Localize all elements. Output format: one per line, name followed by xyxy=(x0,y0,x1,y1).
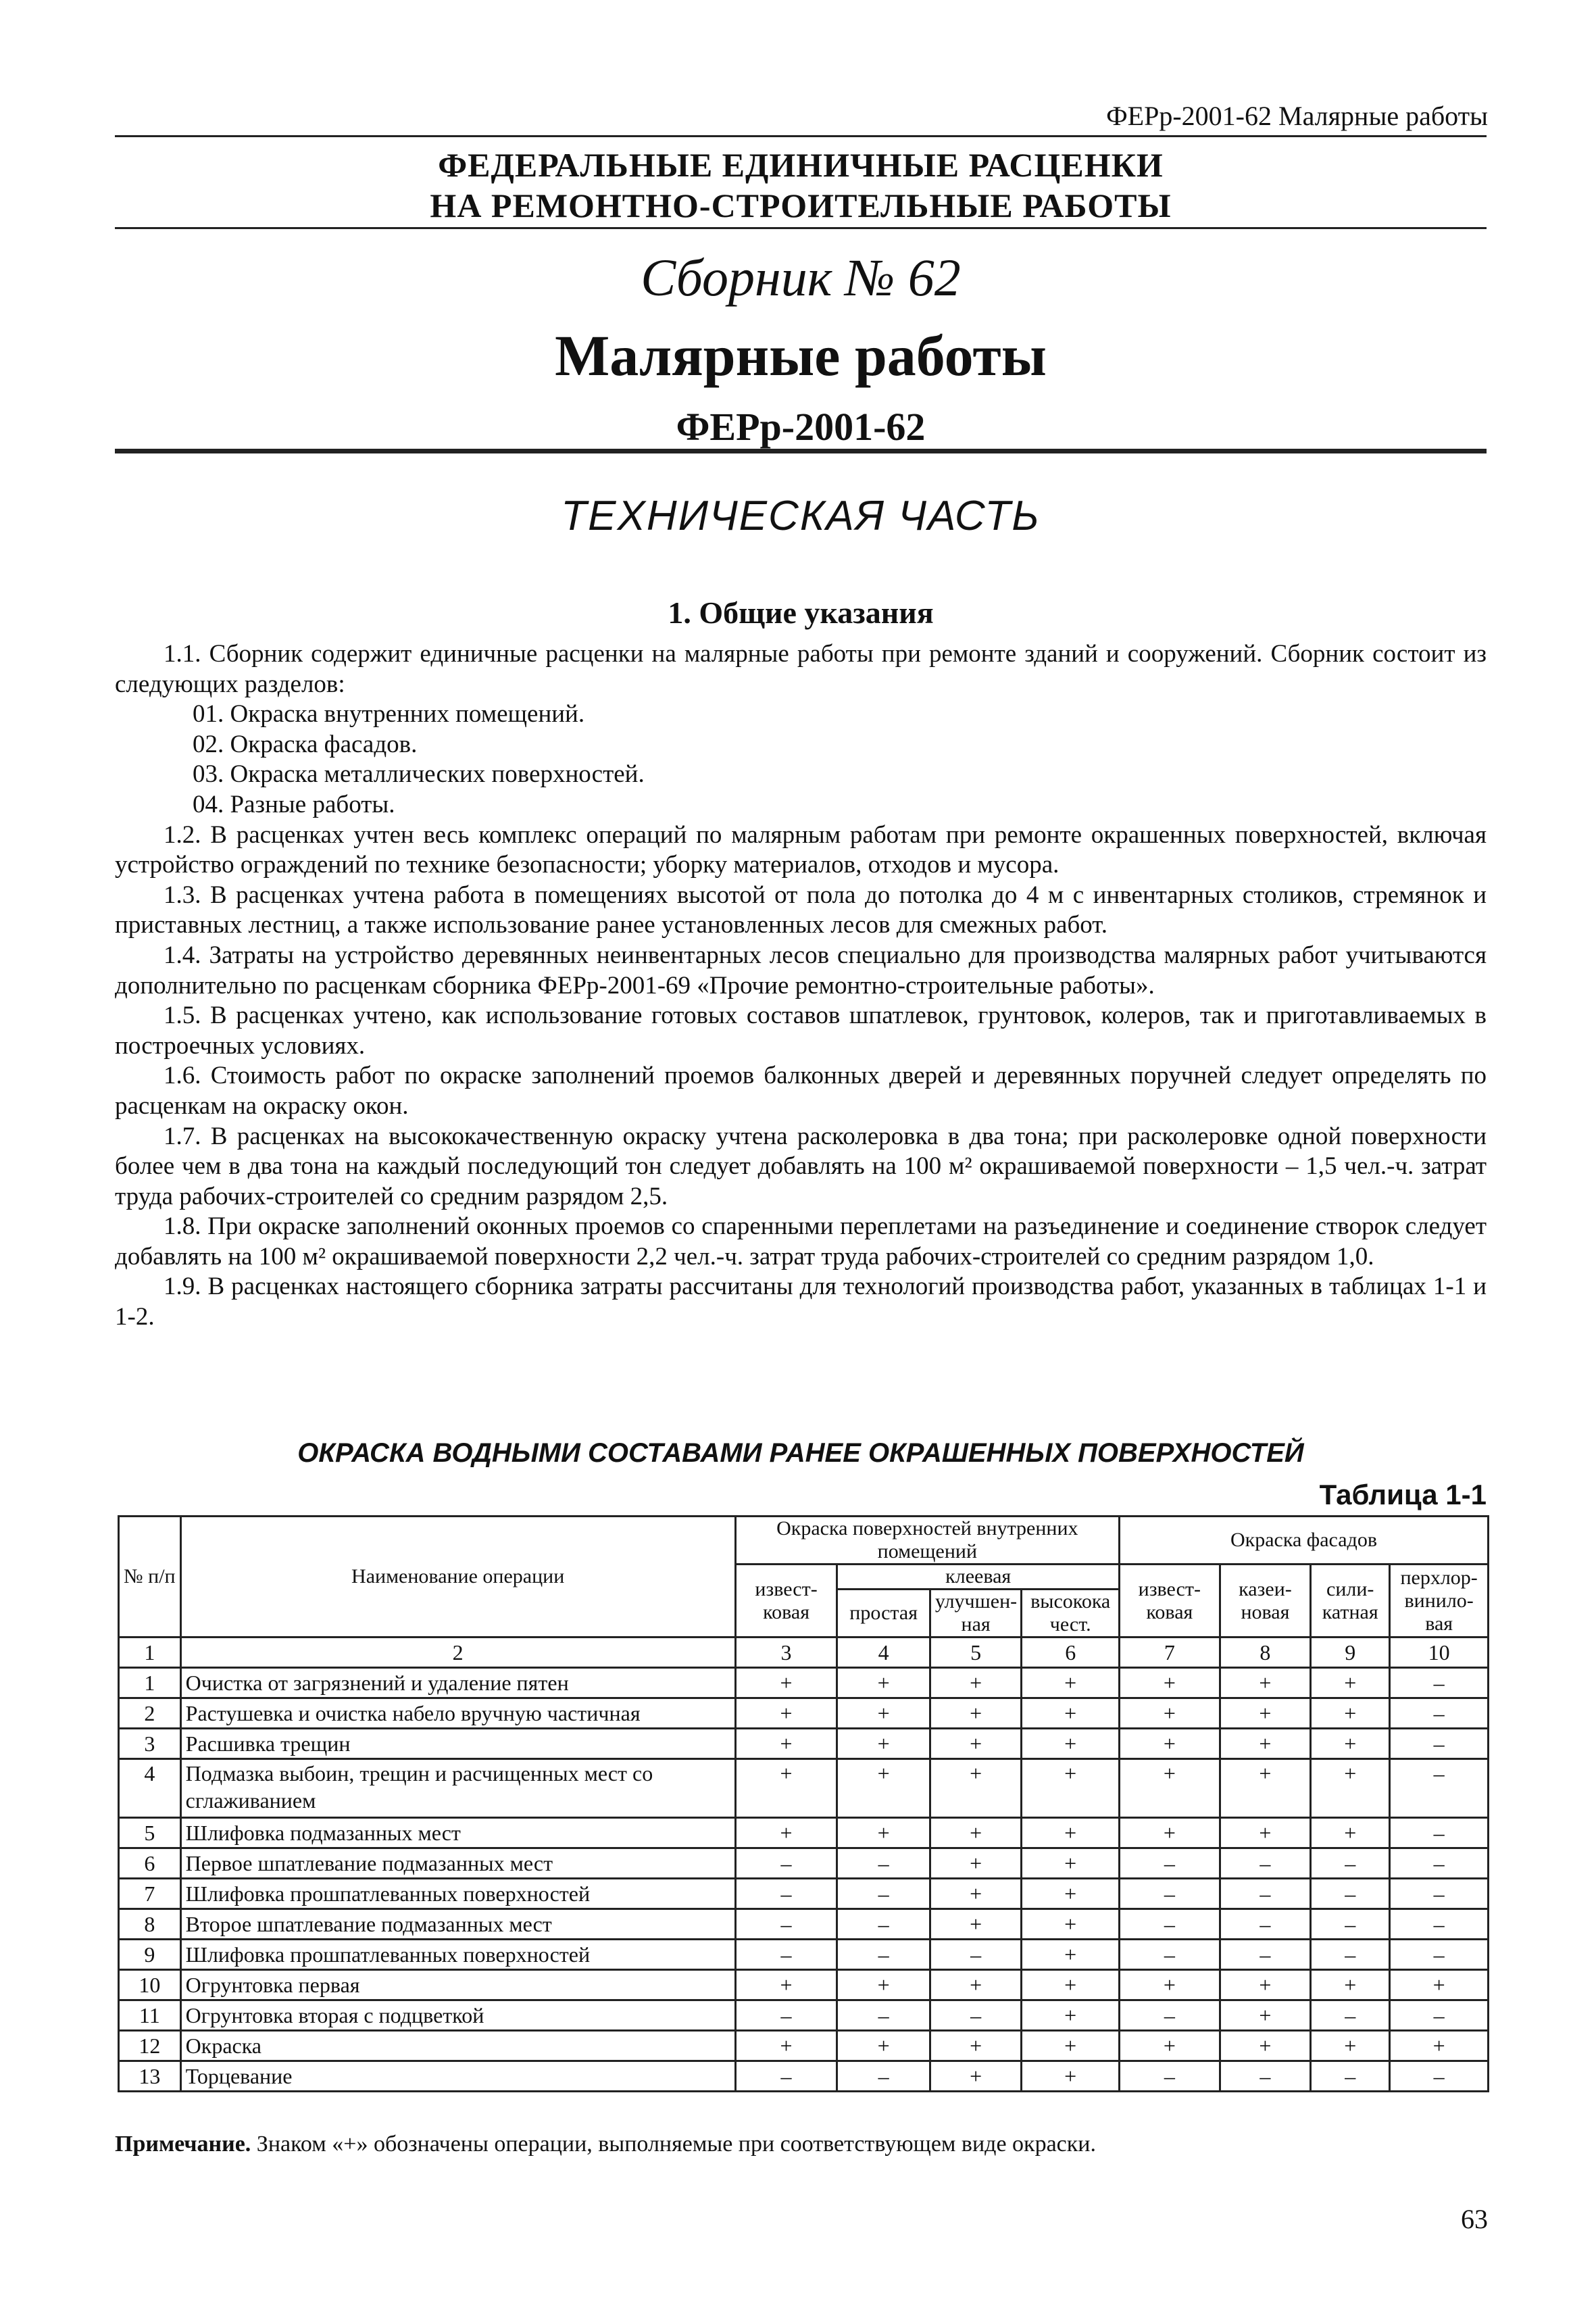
operation-mark: – xyxy=(735,1940,837,1970)
operation-name: Шлифовка прошпатлеванных поверхностей xyxy=(180,1940,735,1970)
operation-mark: + xyxy=(1390,2031,1489,2061)
page-number: 63 xyxy=(1461,2204,1488,2234)
operation-mark: + xyxy=(837,1818,930,1848)
operation-mark: + xyxy=(930,1759,1021,1818)
operation-mark: – xyxy=(1390,1879,1489,1909)
operation-mark: + xyxy=(1220,1729,1310,1759)
operation-mark: – xyxy=(1390,1698,1489,1729)
operation-mark: – xyxy=(1311,1848,1390,1879)
column-number: 6 xyxy=(1022,1638,1120,1668)
operation-mark: – xyxy=(1120,1909,1220,1940)
operation-name: Первое шпатлевание подмазанных мест xyxy=(180,1848,735,1879)
table-row xyxy=(119,1698,1489,1729)
paragraph: 1.4. Затраты на устройство деревянных неинвентарных лесов специально для производства малярных работ учитываются дополнительно по расценкам сборника ФЕРр-2001-69 «Прочие ремонтно-строительные работы». xyxy=(115,941,1487,1000)
operation-mark: + xyxy=(1220,1970,1310,2000)
operation-mark: – xyxy=(837,1909,930,1940)
row-number: 6 xyxy=(119,1848,181,1879)
operation-mark: – xyxy=(1311,2061,1390,2092)
operation-mark: + xyxy=(735,1668,837,1698)
operation-mark: + xyxy=(1120,1668,1220,1698)
note-label: Примечание. xyxy=(115,2132,251,2157)
table-row xyxy=(119,1759,1489,1818)
operation-name: Очистка от загрязнений и удаление пятен xyxy=(180,1668,735,1698)
operation-mark: – xyxy=(930,1940,1021,1970)
general-provisions xyxy=(115,639,1487,1333)
table-row xyxy=(119,1909,1489,1940)
operation-mark: + xyxy=(837,1698,930,1729)
operation-mark: + xyxy=(1311,1698,1390,1729)
operation-mark: + xyxy=(735,2031,837,2061)
header-lime-facade: извест-ковая xyxy=(1120,1565,1220,1638)
operations-table xyxy=(118,1515,1489,2092)
operation-name: Второе шпатлевание подмазанных мест xyxy=(180,1909,735,1940)
table-row xyxy=(119,1818,1489,1848)
header-operation-name: Наименование операции xyxy=(180,1517,735,1638)
operations-body xyxy=(119,1668,1489,2092)
operation-name: Окраска xyxy=(180,2031,735,2061)
operation-mark: + xyxy=(930,2061,1021,2092)
row-number: 5 xyxy=(119,1818,181,1848)
operation-mark: – xyxy=(1390,1909,1489,1940)
main-title-line-2: НА РЕМОНТНО-СТРОИТЕЛЬНЫЕ РАБОТЫ xyxy=(430,187,1172,224)
table-label: Таблица 1-1 xyxy=(1319,1479,1487,1510)
operation-mark: + xyxy=(1311,2031,1390,2061)
operation-mark: – xyxy=(837,1940,930,1970)
list-item: 03. Окраска металлических поверхностей. xyxy=(193,760,645,789)
operation-mark: – xyxy=(1311,1940,1390,1970)
column-number: 2 xyxy=(180,1638,735,1668)
row-number: 10 xyxy=(119,1970,181,2000)
operation-mark: – xyxy=(735,2000,837,2031)
operation-mark: + xyxy=(1022,1848,1120,1879)
operation-mark: + xyxy=(1022,1759,1120,1818)
operation-mark: + xyxy=(1022,2031,1120,2061)
operation-mark: – xyxy=(1390,1848,1489,1879)
header-silicate: сили-катная xyxy=(1311,1565,1390,1638)
paragraph: 1.7. В расценках на высококачественную окраску учтена расколеровка в два тона; при расколеровке одной поверхности более чем в два тона на каждый последующий тон следует добавлять на 100 м² окрашиваемой поверхности – 1,5 чел.-ч. затрат труда рабочих-строителей со средним разрядом 2,5. xyxy=(115,1122,1487,1210)
column-number: 3 xyxy=(735,1638,837,1668)
main-title xyxy=(115,145,1487,226)
operation-mark: – xyxy=(1220,2061,1310,2092)
operation-mark: + xyxy=(1311,1668,1390,1698)
operation-mark: – xyxy=(1220,1940,1310,1970)
operation-mark: + xyxy=(930,1848,1021,1879)
table-row xyxy=(119,1879,1489,1909)
operation-mark: + xyxy=(930,1909,1021,1940)
row-number: 1 xyxy=(119,1668,181,1698)
operation-mark: + xyxy=(1220,1759,1310,1818)
operation-mark: + xyxy=(1022,1879,1120,1909)
header-high-quality: высокока чест. xyxy=(1022,1590,1120,1638)
subject-title: Малярные работы xyxy=(555,323,1047,388)
table-title: ОКРАСКА ВОДНЫМИ СОСТАВАМИ РАНЕЕ ОКРАШЕННЫХ ПОВЕРХНОСТЕЙ xyxy=(297,1438,1304,1468)
operation-mark: + xyxy=(735,1970,837,2000)
header-facade: Окраска фасадов xyxy=(1120,1517,1489,1565)
column-number: 8 xyxy=(1220,1638,1310,1668)
column-number: 4 xyxy=(837,1638,930,1668)
paragraph: 1.9. В расценках настоящего сборника затраты рассчитаны для технологий производства работ, указанных в таблицах 1-1 и 1-2. xyxy=(115,1273,1487,1331)
operation-name: Огрунтовка вторая с подцветкой xyxy=(180,2000,735,2031)
column-number: 5 xyxy=(930,1638,1021,1668)
title-rule xyxy=(115,227,1487,229)
row-number: 3 xyxy=(119,1729,181,1759)
operation-mark: + xyxy=(1120,1729,1220,1759)
operation-mark: + xyxy=(1220,1698,1310,1729)
operation-mark: + xyxy=(1022,1940,1120,1970)
paragraph: 1.5. В расценках учтено, как использование готовых составов шпатлевок, грунтовок, колеров, так и приготавливаемых в построечных условиях. xyxy=(115,1002,1487,1060)
operation-mark: + xyxy=(930,1698,1021,1729)
operation-mark: – xyxy=(1390,1759,1489,1818)
operation-mark: + xyxy=(1022,2061,1120,2092)
column-number-row xyxy=(119,1638,1489,1668)
operation-mark: – xyxy=(735,1879,837,1909)
operation-mark: + xyxy=(1120,1818,1220,1848)
header-casein: казеи-новая xyxy=(1220,1565,1310,1638)
operation-mark: + xyxy=(837,1729,930,1759)
operation-mark: – xyxy=(1311,1879,1390,1909)
main-title-line-1: ФЕДЕРАЛЬНЫЕ ЕДИНИЧНЫЕ РАСЦЕНКИ xyxy=(438,146,1164,184)
table-row xyxy=(119,1668,1489,1698)
row-number: 13 xyxy=(119,2061,181,2092)
operation-mark: + xyxy=(1120,2031,1220,2061)
operation-mark: + xyxy=(1311,1970,1390,2000)
row-number: 7 xyxy=(119,1879,181,1909)
operation-mark: – xyxy=(837,2000,930,2031)
row-number: 11 xyxy=(119,2000,181,2031)
table-row xyxy=(119,2031,1489,2061)
header-number: № п/п xyxy=(119,1517,181,1638)
operation-mark: – xyxy=(1120,2000,1220,2031)
operation-mark: – xyxy=(1120,2061,1220,2092)
operation-mark: + xyxy=(930,1970,1021,2000)
part-heading: ТЕХНИЧЕСКАЯ ЧАСТЬ xyxy=(561,493,1041,539)
operation-mark: + xyxy=(1220,1818,1310,1848)
row-number: 4 xyxy=(119,1759,181,1818)
table-row xyxy=(119,2061,1489,2092)
operation-mark: + xyxy=(1022,1668,1120,1698)
section-heading: 1. Общие указания xyxy=(668,595,934,630)
operation-mark: + xyxy=(1022,1970,1120,2000)
table-row xyxy=(119,1729,1489,1759)
operation-name: Растушевка и очистка набело вручную частичная xyxy=(180,1698,735,1729)
operation-mark: – xyxy=(1220,1879,1310,1909)
column-number: 1 xyxy=(119,1638,181,1668)
operation-mark: + xyxy=(837,2031,930,2061)
paragraph: 1.6. Стоимость работ по окраске заполнений проемов балконных дверей и деревянных поручней следует определять по расценкам на окраску окон. xyxy=(115,1062,1487,1120)
operation-mark: – xyxy=(837,1879,930,1909)
header-improved: улучшен-ная xyxy=(930,1590,1021,1638)
row-number: 8 xyxy=(119,1909,181,1940)
operation-mark: – xyxy=(930,2000,1021,2031)
column-number: 9 xyxy=(1311,1638,1390,1668)
operation-mark: – xyxy=(1390,2061,1489,2092)
operation-mark: + xyxy=(735,1698,837,1729)
operation-mark: – xyxy=(1390,2000,1489,2031)
operation-mark: – xyxy=(1120,1848,1220,1879)
operation-mark: + xyxy=(1220,2000,1310,2031)
table-row xyxy=(119,2000,1489,2031)
paragraph: 1.3. В расценках учтена работа в помещениях высотой от пола до потолка до 4 м с инвентарных столиков, стремянок и приставных лестниц, а также использование ранее установленных лесов для смежных работ. xyxy=(115,881,1487,939)
table-note xyxy=(115,2132,1096,2157)
operation-mark: + xyxy=(1220,2031,1310,2061)
code-title: ФЕРр-2001-62 xyxy=(676,405,926,449)
operation-mark: – xyxy=(1390,1729,1489,1759)
operation-mark: + xyxy=(1022,1729,1120,1759)
operation-mark: + xyxy=(1311,1818,1390,1848)
row-number: 12 xyxy=(119,2031,181,2061)
operation-mark: + xyxy=(1220,1668,1310,1698)
paragraph: 1.8. При окраске заполнений оконных проемов со спаренными переплетами на разъединение и соединение створок следует добавлять на 100 м² окрашиваемой поверхности 2,2 чел.-ч. затрат труда рабочих-строителей со средним разрядом 1,0. xyxy=(115,1212,1487,1271)
column-number: 10 xyxy=(1390,1638,1489,1668)
operation-name: Торцевание xyxy=(180,2061,735,2092)
operation-mark: + xyxy=(930,1879,1021,1909)
list-item: 04. Разные работы. xyxy=(193,790,395,818)
running-head: ФЕРр-2001-62 Малярные работы xyxy=(1106,101,1488,131)
collection-title: Сборник № 62 xyxy=(641,248,961,307)
table-row xyxy=(119,1970,1489,2000)
operation-mark: – xyxy=(1311,2000,1390,2031)
header-perchlorvinyl: перхлор-винило-вая xyxy=(1390,1565,1489,1638)
operation-mark: – xyxy=(735,1909,837,1940)
operation-mark: + xyxy=(837,1970,930,2000)
operation-mark: + xyxy=(1022,1818,1120,1848)
paragraph: 1.2. В расценках учтен весь комплекс операций по малярным работам при ремонте окрашенных поверхностей, включая устройство ограждений по технике безопасности; уборку материалов, отходов и мусора. xyxy=(115,820,1487,879)
operation-mark: + xyxy=(930,1729,1021,1759)
operation-name: Подмазка выбоин, трещин и расчищенных мест со сглаживанием xyxy=(180,1759,735,1818)
operation-mark: + xyxy=(930,1668,1021,1698)
operation-mark: – xyxy=(837,1848,930,1879)
operation-mark: + xyxy=(1022,2000,1120,2031)
operation-mark: – xyxy=(735,2061,837,2092)
operation-mark: + xyxy=(1120,1759,1220,1818)
row-number: 9 xyxy=(119,1940,181,1970)
operation-mark: + xyxy=(1022,1909,1120,1940)
note-text: Знаком «+» обозначены операции, выполняемые при соответствующем виде окраски. xyxy=(256,2132,1096,2157)
column-number: 7 xyxy=(1120,1638,1220,1668)
operation-mark: + xyxy=(1311,1759,1390,1818)
operation-mark: + xyxy=(930,2031,1021,2061)
operation-mark: + xyxy=(735,1729,837,1759)
table-row xyxy=(119,1940,1489,1970)
header-interior: Окраска поверхностей внутренних помещений xyxy=(735,1517,1119,1565)
operation-mark: + xyxy=(1120,1698,1220,1729)
header-rule xyxy=(115,135,1487,137)
list-item: 01. Окраска внутренних помещений. xyxy=(193,700,585,729)
operation-mark: + xyxy=(1022,1698,1120,1729)
operation-mark: + xyxy=(1390,1970,1489,2000)
operation-mark: + xyxy=(735,1818,837,1848)
row-number: 2 xyxy=(119,1698,181,1729)
operation-name: Расшивка трещин xyxy=(180,1729,735,1759)
header-simple: простая xyxy=(837,1590,930,1638)
operation-mark: + xyxy=(735,1759,837,1818)
operation-mark: – xyxy=(837,2061,930,2092)
operation-name: Шлифовка подмазанных мест xyxy=(180,1818,735,1848)
operation-mark: + xyxy=(1120,1970,1220,2000)
operation-mark: – xyxy=(1311,1909,1390,1940)
paragraph: 1.1. Сборник содержит единичные расценки на малярные работы при ремонте зданий и сооружений. Сборник состоит из следующих разделов: xyxy=(115,640,1487,698)
operation-mark: – xyxy=(1390,1668,1489,1698)
operation-mark: – xyxy=(1390,1818,1489,1848)
operation-mark: – xyxy=(1120,1879,1220,1909)
header-lime-interior: извест-ковая xyxy=(735,1565,837,1638)
operation-mark: – xyxy=(1390,1940,1489,1970)
operation-mark: + xyxy=(837,1759,930,1818)
operation-mark: + xyxy=(1311,1729,1390,1759)
operation-name: Огрунтовка первая xyxy=(180,1970,735,2000)
operation-mark: – xyxy=(1220,1848,1310,1879)
operation-mark: + xyxy=(930,1818,1021,1848)
operation-mark: + xyxy=(837,1668,930,1698)
operation-mark: – xyxy=(1220,1909,1310,1940)
header-glue: клеевая xyxy=(837,1565,1120,1590)
table-row xyxy=(119,1848,1489,1879)
list-item: 02. Окраска фасадов. xyxy=(193,730,418,758)
operation-name: Шлифовка прошпатлеванных поверхностей xyxy=(180,1879,735,1909)
operation-mark: – xyxy=(1120,1940,1220,1970)
operation-mark: – xyxy=(735,1848,837,1879)
code-rule xyxy=(115,449,1487,453)
